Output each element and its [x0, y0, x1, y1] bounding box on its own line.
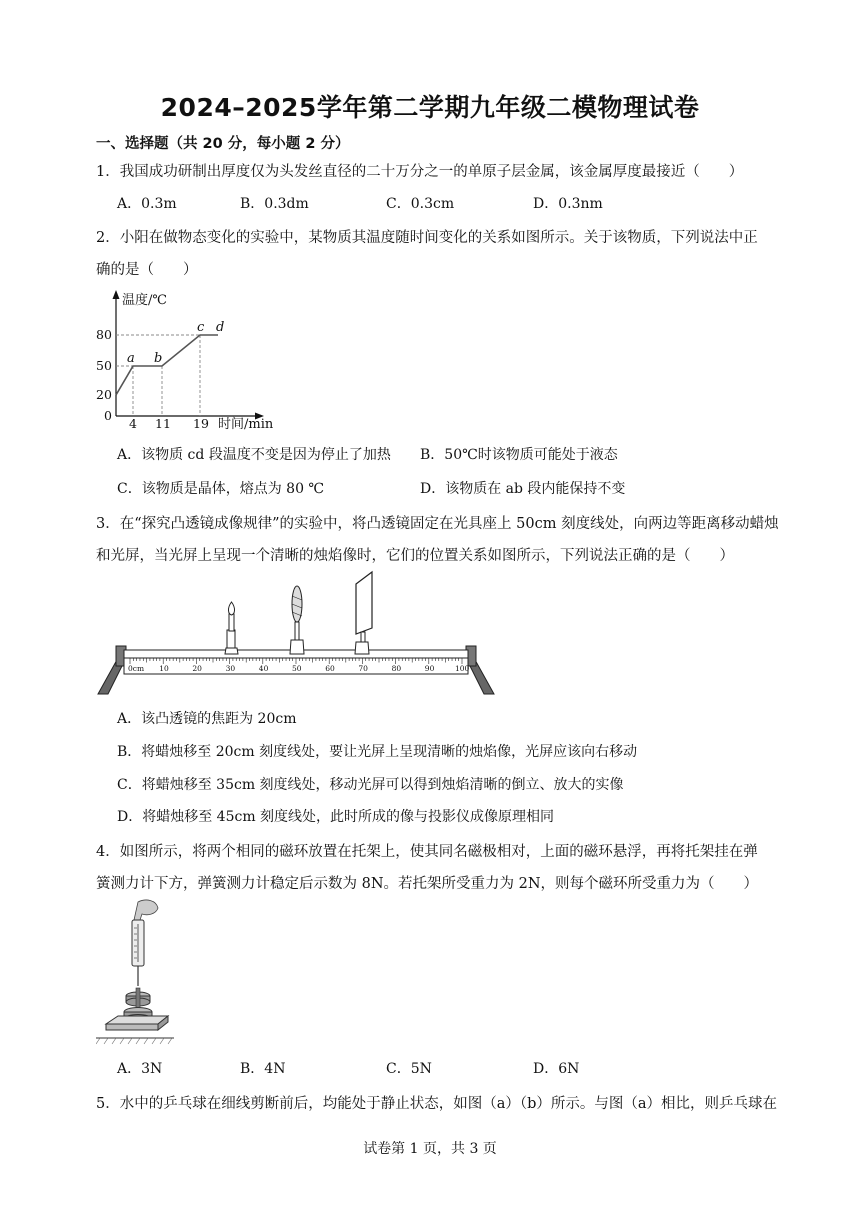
- q1-option-b: B．0.3dm: [240, 196, 309, 212]
- bench-scale-label: 70: [358, 664, 368, 673]
- q1-option-a: A．0.3m: [117, 196, 177, 212]
- graph-ytick-50: 50: [96, 358, 112, 373]
- bench-scale-label: 30: [225, 664, 236, 673]
- q1-option-c: C．0.3cm: [386, 196, 455, 212]
- section-heading: 一、选择题（共 20 分，每小题 2 分）: [96, 136, 350, 152]
- bench-scale-label: 90: [424, 664, 435, 673]
- graph-ytick-80: 80: [96, 327, 112, 342]
- bench-scale-label: 0cm: [128, 664, 145, 673]
- graph-xtick-4: 4: [129, 416, 137, 431]
- question-3-stem-line2: 和光屏，当光屏上呈现一个清晰的烛焰像时，它们的位置关系如图所示，下列说法正确的是（ ）: [96, 548, 734, 564]
- bench-scale-label: 80: [391, 664, 402, 673]
- q2-option-d: D．该物质在 ab 段内能保持不变: [420, 481, 626, 497]
- question-2-stem-line1: 2．小阳在做物态变化的实验中，某物质其温度随时间变化的关系如图所示。关于该物质，下列说法中正: [96, 230, 758, 246]
- graph-xtick-19: 19: [193, 416, 209, 431]
- bench-scale-label: 10: [159, 664, 169, 673]
- graph-point-d: d: [216, 320, 225, 335]
- q3-option-a: A．该凸透镜的焦距为 20cm: [117, 711, 297, 727]
- q4-option-c: C．5N: [386, 1061, 432, 1077]
- question-5-stem-line1: 5．水中的乒乓球在细线剪断前后，均能处于静止状态，如图（a）（b）所示。与图（a）相比，则乒乓球在: [96, 1096, 778, 1112]
- graph-point-a: a: [127, 351, 135, 366]
- graph-ytick-20: 20: [96, 387, 112, 402]
- graph-xlabel: 时间/min: [218, 417, 274, 432]
- optical-bench-figure: [96, 570, 496, 700]
- graph-origin: 0: [104, 408, 112, 423]
- bench-scale-label: 60: [325, 664, 335, 673]
- q4-option-d: D．6N: [533, 1061, 580, 1077]
- q2-option-c: C．该物质是晶体，熔点为 80 ℃: [117, 481, 325, 497]
- q1-option-d: D．0.3nm: [533, 196, 603, 212]
- q4-option-b: B．4N: [240, 1061, 286, 1077]
- question-4-stem-line2: 簧测力计下方，弹簧测力计稳定后示数为 8N。若托架所受重力为 2N，则每个磁环所受重力为（ ）: [96, 876, 759, 892]
- graph-ylabel: 温度/℃: [122, 293, 167, 308]
- candle: [225, 602, 238, 654]
- bench-scale-label: 20: [192, 664, 202, 673]
- convex-lens: [290, 586, 304, 654]
- exam-title: 2024–2025学年第二学期九年级二模物理试卷: [160, 93, 700, 122]
- spring-scale-magnet-figure: [96, 896, 176, 1048]
- question-4-stem-line1: 4．如图所示，将两个相同的磁环放置在托架上，使其同名磁极相对，上面的磁环悬浮，再将托架挂在弹: [96, 844, 758, 860]
- temperature-time-graph: [96, 288, 286, 433]
- q4-option-a: A．3N: [117, 1061, 163, 1077]
- bench-scale-label: 40: [258, 664, 269, 673]
- question-1-stem: 1．我国成功研制出厚度仅为头发丝直径的二十万分之一的单原子层金属，该金属厚度最接近（ ）: [96, 164, 744, 180]
- graph-point-b: b: [154, 351, 163, 366]
- q2-option-b: B．50℃时该物质可能处于液态: [420, 447, 618, 463]
- page-footer: 试卷第 1 页，共 3 页: [363, 1141, 497, 1157]
- question-3-stem-line1: 3．在“探究凸透镜成像规律”的实验中，将凸透镜固定在光具座上 50cm 刻度线处，向两边等距离移动蜡烛: [96, 516, 779, 532]
- q3-option-d: D．将蜡烛移至 45cm 刻度线处，此时所成的像与投影仪成像原理相同: [117, 809, 555, 825]
- bench-scale-label: 100: [455, 664, 470, 673]
- q3-option-c: C．将蜡烛移至 35cm 刻度线处，移动光屏可以得到烛焰清晰的倒立、放大的实像: [117, 777, 624, 793]
- question-2-stem-line2: 确的是（ ）: [96, 262, 198, 278]
- graph-point-c: c: [197, 320, 205, 335]
- light-screen: [355, 572, 372, 654]
- q2-option-a: A．该物质 cd 段温度不变是因为停止了加热: [117, 447, 391, 463]
- q3-option-b: B．将蜡烛移至 20cm 刻度线处，要让光屏上呈现清晰的烛焰像，光屏应该向右移动: [117, 744, 638, 760]
- graph-xtick-11: 11: [155, 416, 171, 431]
- bench-scale-label: 50: [292, 664, 302, 673]
